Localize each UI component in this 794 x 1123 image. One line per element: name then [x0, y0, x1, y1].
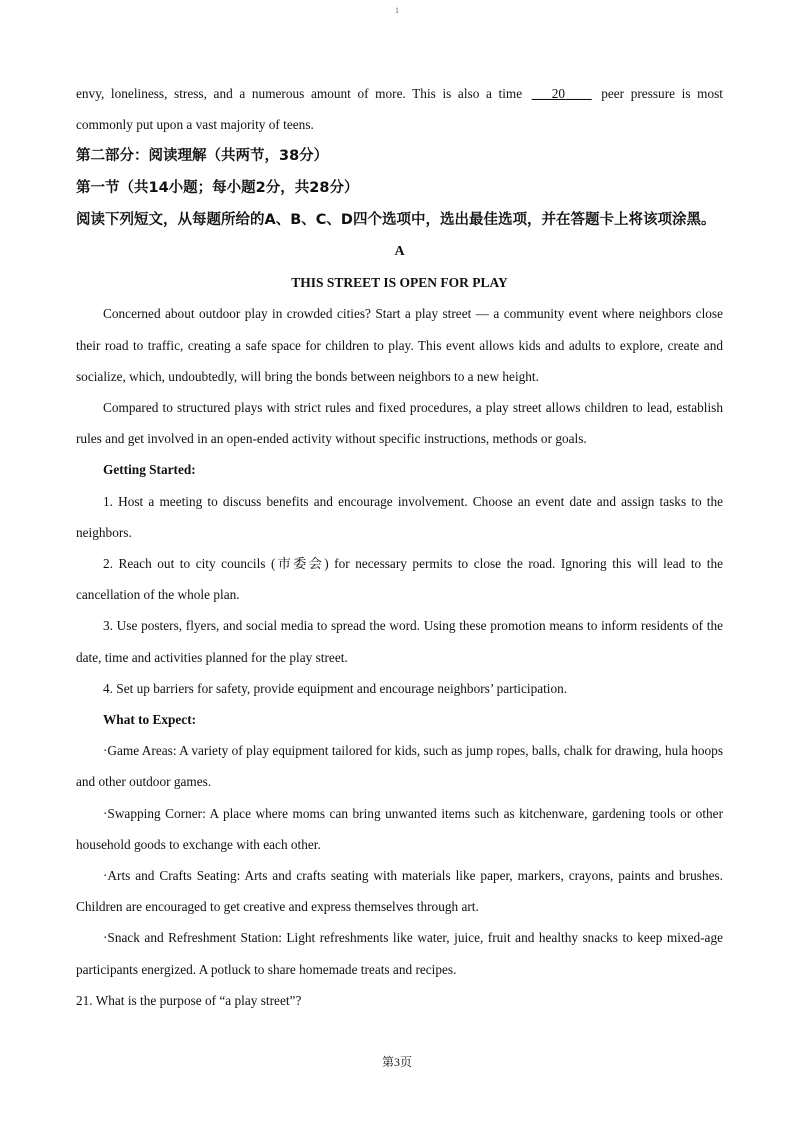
expect-item: ·Swapping Corner: A place where moms can bring unwanted items such as kitchenware, gardening tools or other household goods to exchange with each other. [76, 805, 723, 852]
expect-item: ·Arts and Crafts Seating: Arts and crafts seating with materials like paper, markers, crayons, paints and brushes. Children are encouraged to get creative and express themselves through art. [76, 868, 723, 915]
question-21: 21. What is the purpose of “a play street”? [76, 992, 302, 1008]
step-item: 3. Use posters, flyers, and social media to spread the word. Using these promotion means to inform residents of the date, time and activities planned for the play street. [76, 618, 723, 665]
step-item: 4. Set up barriers for safety, provide equipment and encourage neighbors’ participation. [103, 680, 568, 696]
page-content [76, 78, 723, 1016]
passage-paragraph-1: Concerned about outdoor play in crowded cities? Start a play street — a community event where neighbors close their road to traffic, creating a safe space for children to play. This event allows kids and adults to explore, create and socialize, which, undoubtedly, will bring the bonds between neighbors to a new height. [76, 306, 723, 384]
intro-paragraph [76, 78, 723, 140]
passage-title: THIS STREET IS OPEN FOR PLAY [291, 275, 508, 291]
intro-text-1: envy, loneliness, stress, and a numerous amount of more. This is also a time [76, 86, 529, 101]
passage-paragraph-2: Compared to structured plays with strict rules and fixed procedures, a play street allows children to lead, establish rules and get involved in an open-ended activity without specific instructions, methods or goals. [76, 400, 723, 447]
step-item: 2. Reach out to city councils (市委会) for necessary permits to close the road. Ignoring this will lead to the cancellation of the whole plan. [76, 556, 723, 603]
answer-blank-20: ___20____ [531, 86, 592, 101]
intro-text-2: peer pressure is most commonly put upon a vast majority of teens. [76, 86, 723, 133]
page-number-footer: 第3页 [381, 1055, 412, 1069]
expect-item: ·Snack and Refreshment Station: Light refreshments like water, juice, fruit and healthy snacks to keep mixed-age participants energized. A potluck to share homemade treats and recipes. [76, 930, 723, 977]
what-to-expect-heading: What to Expect: [103, 712, 197, 728]
section-subtitle: 第一节（共14小题；每小题2分，共28分） [76, 180, 359, 197]
section-instruction: 阅读下列短文，从每题所给的A、B、C、D四个选项中，选出最佳选项，并在答题卡上将该项涂黑。 [76, 212, 716, 229]
passage-letter: A [394, 244, 405, 260]
top-page-mark: 1 [395, 6, 399, 15]
getting-started-heading: Getting Started: [103, 462, 196, 478]
part-title: 第二部分：阅读理解（共两节，38分） [76, 148, 329, 165]
step-item: 1. Host a meeting to discuss benefits and encourage involvement. Choose an event date and assign tasks to the neighbors. [76, 493, 723, 540]
expect-item: ·Game Areas: A variety of play equipment tailored for kids, such as jump ropes, balls, chalk for drawing, hula hoops and other outdoor games. [76, 743, 723, 790]
